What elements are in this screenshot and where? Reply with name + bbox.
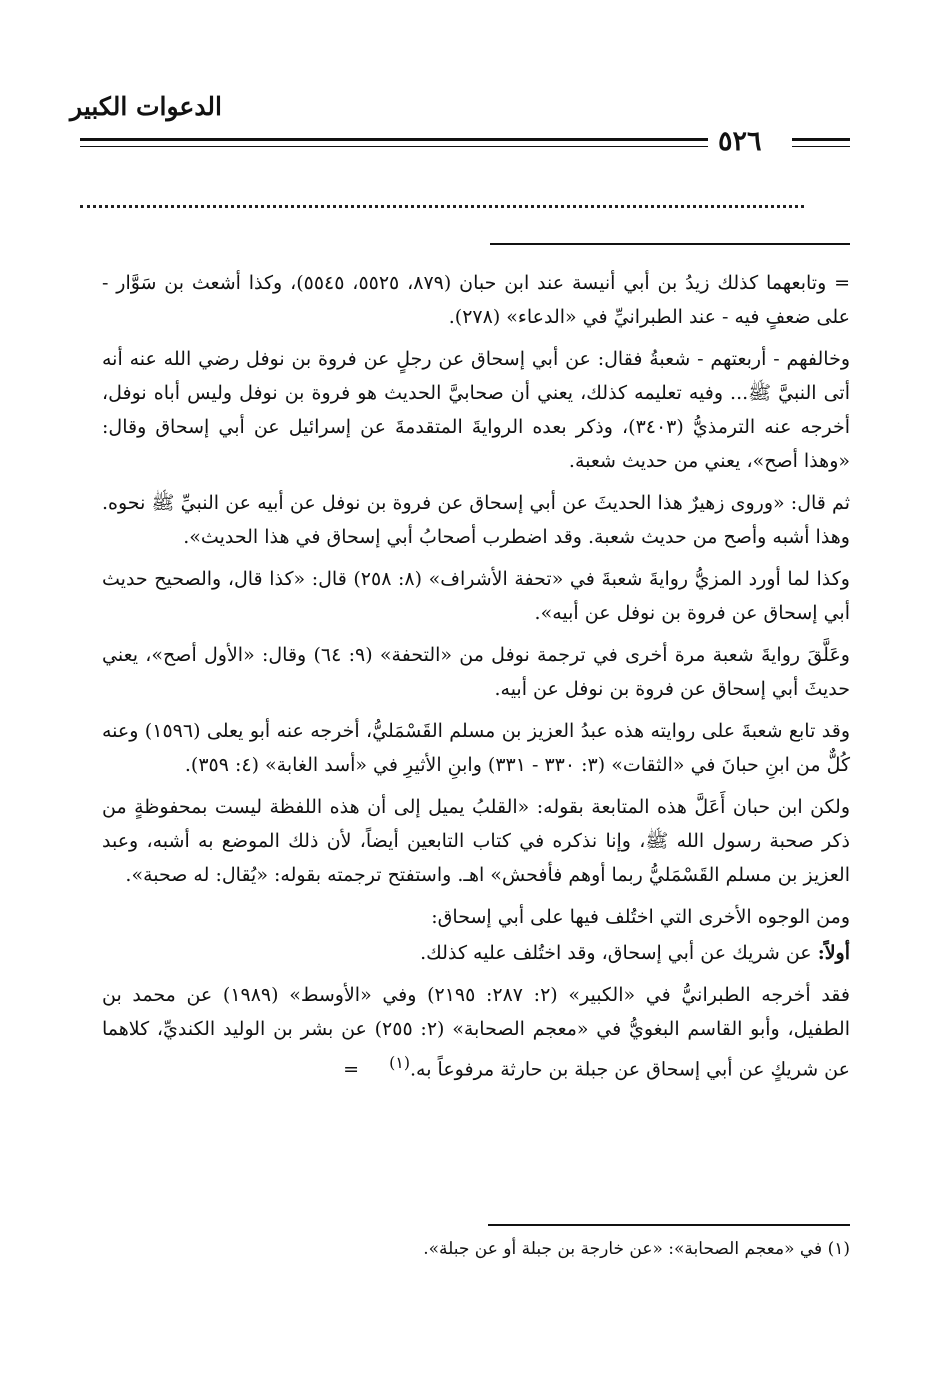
header-rule — [80, 138, 708, 147]
paragraph: وكذا لما أورد المزيُّ روايةَ شعبةَ في «تحفة الأشراف» (٨: ٢٥٨) قال: «كذا قال، والصحيح حديث أبي إسحاق عن فروة بن نوفل عن أبيه». — [102, 568, 850, 624]
paragraph — [102, 978, 850, 1086]
footnote-reference: (١) — [389, 1053, 410, 1072]
dotted-separator — [80, 205, 804, 208]
paragraph: = وتابعهما كذلك زيدُ بن أبي أنيسة عند ابن حبان (٨٧٩، ٥٥٢٥، ٥٥٤٥)، وكذا أشعث بن سَوَّار - على ضعفٍ فيه - عند الطبرانيِّ في «الدعاء» (٢٧٨). — [102, 272, 851, 328]
paragraph: وقد تابع شعبةَ على روايته هذه عبدُ العزيز بن مسلم القَسْمَليُّ، أخرجه عنه أبو يعلى (١٥٩٦) وعنه كُلٌّ من ابنِ حبانَ في «الثقات» (٣: ٣٣٠ - ٣٣١) وابنِ الأثيرِ في «أسد الغابة» (٤: ٣٥٩). — [102, 720, 850, 776]
page-number-rule — [792, 138, 850, 147]
page-number: ٥٢٦ — [718, 126, 762, 157]
footnote: (١) في «معجم الصحابة»: «عن خارجة بن جبلة أو عن جبلة». — [423, 1239, 850, 1259]
paragraph-text: فقد أخرجه الطبرانيُّ في «الكبير» (٢: ٢٨٧: ٢١٩٥) وفي «الأوسط» (١٩٨٩) عن محمد بن الطفيل، وأبو القاسم البغويُّ في «معجم الصحابة» (٢: ٢٥٥) عن بشر بن الوليد الكنديِّ، كلاهما عن شريكٍ عن أبي إسحاق عن جبلة بن حارثة مرفوعاً به. — [102, 984, 851, 1081]
continuation-mark: = — [343, 1058, 360, 1081]
paragraph: وخالفهم - أربعتهم - شعبةُ فقال: عن أبي إسحاق عن رجلٍ عن فروة بن نوفل رضي الله عنه أنه أتى النبيَّ ﷺ... وفيه تعليمه كذلك، يعني أن صحابيَّ الحديث هو فروة بن نوفل وليس أباه نوفل، أخرجه عنه الترمذيُّ (٣٤٠٣)، وذكر بعده الروايةَ المتقدمةَ عن إسرائيل عن أبي إسحاق وقال: «وهذا أصح»، يعني من حديث شعبة. — [102, 348, 850, 472]
paragraph-text: عن شريك عن أبي إسحاق، وقد اختُلف عليه كذلك. — [420, 942, 812, 964]
footnote-rule — [488, 1224, 850, 1226]
paragraph-first-way — [102, 936, 850, 970]
continuation-rule — [490, 243, 850, 245]
paragraph: ولكن ابن حبان أَعَلَّ هذه المتابعة بقوله: «القلبُ يميل إلى أن هذه اللفظة ليست بمحفوظةٍ من ذكر صحبة رسول الله ﷺ، وإنا نذكره في كتاب التابعين أيضاً، لأن ذلك الموضع به أشبه، وعبد العزيز بن مسلم القَسْمَليُّ ربما أوهم فأفحش» اهـ. واستفتح ترجمته بقوله: «يُقال: له صحبة». — [102, 796, 850, 886]
paragraph: وعَلَّقَ روايةَ شعبة مرة أخرى في ترجمة نوفل من «التحفة» (٩: ٦٤) وقال: «الأول أصح»، يعني حديثَ أبي إسحاق عن فروة بن نوفل عن أبيه. — [102, 644, 850, 700]
header-title: الدعوات الكبير — [70, 92, 222, 121]
paragraph: ومن الوجوه الأخرى التي اختُلف فيها على أبي إسحاق: — [431, 906, 850, 928]
main-text — [102, 266, 850, 1094]
first-label: أولاً: — [817, 942, 850, 964]
paragraph: ثم قال: «وروى زهيرٌ هذا الحديثَ عن أبي إسحاق عن فروة بن نوفل عن أبيه عن النبيِّ ﷺ نحوه. وهذا أشبه وأصح من حديث شعبة. وقد اضطرب أصحابُ أبي إسحاق في هذا الحديث». — [102, 492, 850, 548]
